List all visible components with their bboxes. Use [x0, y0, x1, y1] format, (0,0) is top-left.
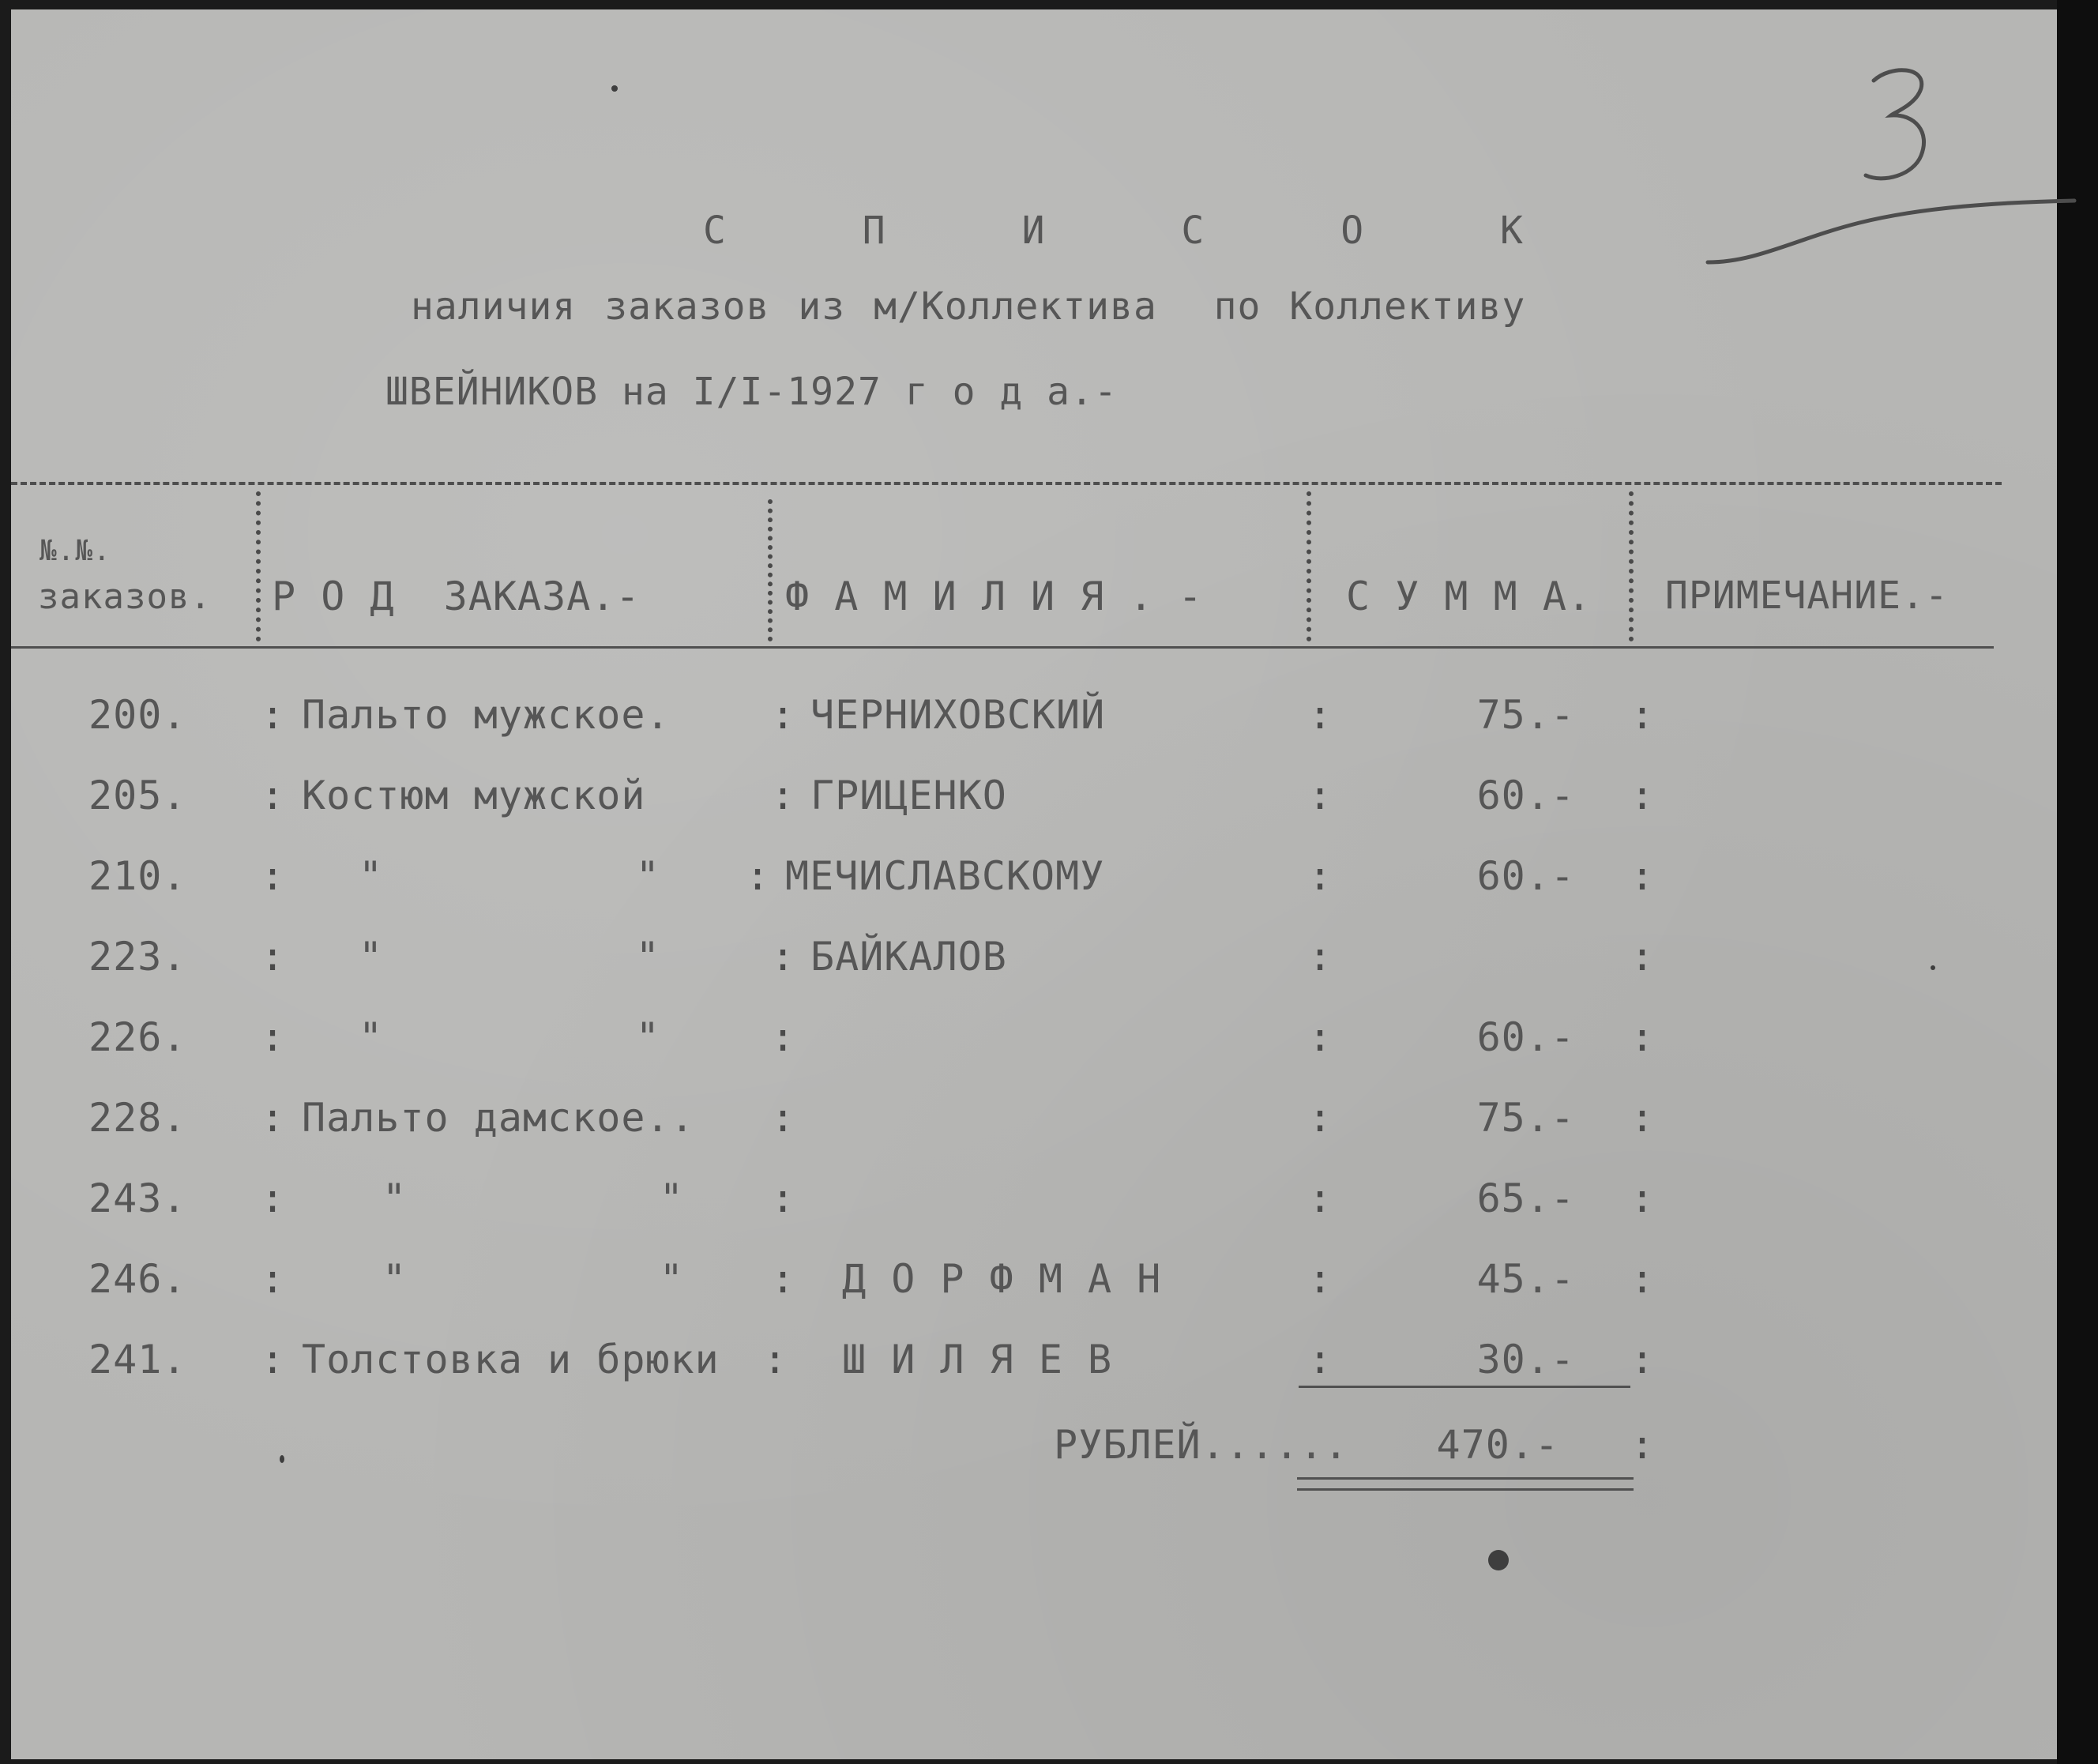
- row-sum: 65.-: [1476, 1175, 1575, 1221]
- row-sum: 45.-: [1476, 1256, 1575, 1302]
- row-separator: :: [771, 1095, 795, 1141]
- row-separator: :: [1308, 1095, 1333, 1141]
- table-top-rule: [11, 482, 2002, 485]
- row-separator: :: [261, 1014, 285, 1060]
- row-number: 200.: [88, 692, 187, 738]
- header-type: Р О Д ЗАКАЗА.-: [272, 574, 641, 619]
- row-separator: :: [261, 853, 285, 899]
- header-separator: [1307, 491, 1311, 641]
- row-separator: :: [261, 934, 285, 980]
- row-separator: :: [771, 1014, 795, 1060]
- ink-speck: [1488, 1550, 1509, 1570]
- row-surname: БАЙКАЛОВ: [810, 934, 1007, 980]
- sum-underline: [1299, 1386, 1630, 1388]
- total-double-underline-2: [1297, 1488, 1634, 1491]
- row-surname: Ш И Л Я Е В: [842, 1337, 1113, 1382]
- document-subtitle-line2: ШВЕЙНИКОВ на I/I-1927 г о д а.-: [385, 370, 1118, 414]
- row-separator: :: [1308, 934, 1333, 980]
- row-type: Толстовка и брюки: [302, 1337, 720, 1382]
- row-separator: :: [1630, 1014, 1655, 1060]
- row-surname: ГРИЦЕНКО: [810, 773, 1007, 818]
- document-sheet: [11, 9, 2057, 1759]
- row-type: Пальто мужское.: [302, 692, 671, 738]
- header-number-line2: заказов.: [38, 577, 212, 617]
- row-separator: :: [771, 1175, 795, 1221]
- row-number: 210.: [88, 853, 187, 899]
- handwritten-page-number: [1852, 57, 1946, 191]
- row-sum: 75.-: [1476, 1095, 1575, 1141]
- row-separator: :: [1308, 853, 1333, 899]
- row-surname: ЧЕРНИХОВСКИЙ: [810, 692, 1106, 738]
- row-separator: :: [1630, 1175, 1655, 1221]
- row-separator: :: [1630, 1256, 1655, 1302]
- document-title: С П И С О К: [703, 209, 1580, 253]
- row-type: " ": [359, 934, 675, 980]
- total-double-underline-1: [1297, 1477, 1634, 1480]
- header-number-line1: №.№.: [39, 535, 111, 567]
- ink-speck: [611, 85, 618, 92]
- row-type: Пальто дамское..: [302, 1095, 695, 1141]
- row-separator: :: [1630, 1337, 1655, 1382]
- row-separator: :: [771, 773, 795, 818]
- row-separator: :: [771, 934, 795, 980]
- row-separator: :: [1630, 692, 1655, 738]
- row-sum: 60.-: [1476, 1014, 1575, 1060]
- row-surname: Д О Р Ф М А Н: [842, 1256, 1162, 1302]
- header-separator: [1629, 491, 1634, 641]
- row-separator: :: [261, 692, 285, 738]
- table-header-bottom-rule: [11, 646, 1994, 649]
- row-number: 205.: [88, 773, 187, 818]
- row-separator: :: [1308, 692, 1333, 738]
- row-separator: :: [771, 692, 795, 738]
- row-separator: :: [1630, 773, 1655, 818]
- row-separator: :: [1308, 1256, 1333, 1302]
- row-surname: МЕЧИСЛАВСКОМУ: [785, 853, 1105, 899]
- row-separator: :: [261, 1337, 285, 1382]
- row-number: 241.: [88, 1337, 187, 1382]
- row-separator: :: [261, 1095, 285, 1141]
- header-separator: [768, 499, 773, 641]
- row-number: 226.: [88, 1014, 187, 1060]
- row-sum: 30.-: [1476, 1337, 1575, 1382]
- row-separator: :: [1308, 1014, 1333, 1060]
- row-type: " ": [359, 1014, 675, 1060]
- handwritten-flourish: [1701, 191, 2081, 286]
- header-sum: С У М М А.: [1346, 574, 1592, 619]
- row-number: 228.: [88, 1095, 187, 1141]
- row-separator: :: [261, 773, 285, 818]
- row-separator: :: [1630, 1095, 1655, 1141]
- row-separator: :: [261, 1256, 285, 1302]
- document-subtitle-line1: наличия заказов из м/Коллектива по Коллективу: [411, 284, 1526, 329]
- total-label: РУБЛЕЙ......: [1054, 1422, 1349, 1468]
- total-value: 470.-: [1436, 1422, 1559, 1468]
- row-separator: :: [261, 1175, 285, 1221]
- header-separator: [256, 491, 261, 641]
- row-separator: :: [1630, 853, 1655, 899]
- row-type: " ": [382, 1256, 699, 1302]
- header-surname: Ф А М И Л И Я . -: [785, 574, 1203, 619]
- row-number: 223.: [88, 934, 187, 980]
- row-number: 246.: [88, 1256, 187, 1302]
- row-sum: 60.-: [1476, 853, 1575, 899]
- row-separator: :: [1308, 773, 1333, 818]
- row-separator: :: [1308, 1337, 1333, 1382]
- row-separator: :: [1630, 1422, 1655, 1468]
- row-sum: 60.-: [1476, 773, 1575, 818]
- row-type: " ": [382, 1175, 699, 1221]
- ink-speck: [280, 1455, 284, 1463]
- row-separator: :: [1308, 1175, 1333, 1221]
- row-type: " ": [359, 853, 675, 899]
- row-separator: :: [746, 853, 770, 899]
- row-separator: :: [771, 1256, 795, 1302]
- row-type: Костюм мужской: [302, 773, 646, 818]
- row-separator: :: [1630, 934, 1655, 980]
- row-separator: :: [763, 1337, 788, 1382]
- header-note: ПРИМЕЧАНИЕ.-: [1665, 574, 1949, 618]
- ink-speck: [1931, 965, 1935, 970]
- row-sum: 75.-: [1476, 692, 1575, 738]
- row-number: 243.: [88, 1175, 187, 1221]
